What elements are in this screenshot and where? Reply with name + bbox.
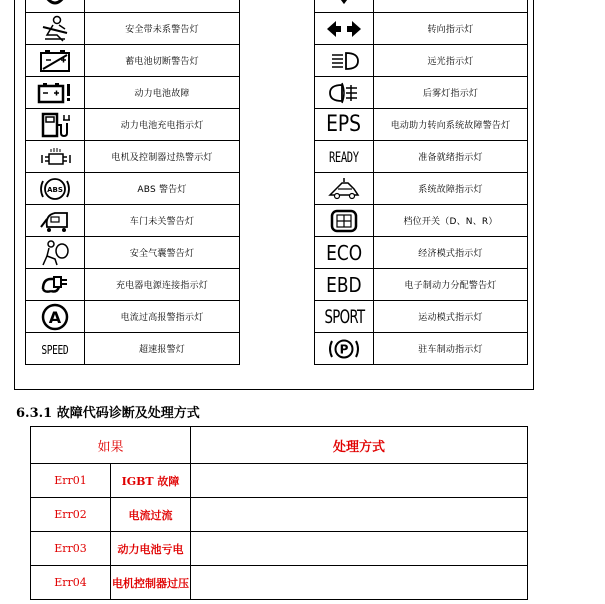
seatbelt-icon [26, 13, 85, 45]
section-title: 6.3.1 故障代码诊断及处理方式 [16, 406, 200, 421]
fault-action [191, 566, 528, 600]
table-row [31, 566, 528, 600]
charging-icon [26, 109, 85, 141]
indicator-row [26, 205, 240, 237]
indicator-row [26, 173, 240, 205]
indicator-table-right [314, 0, 528, 365]
fault-description: 动力电池亏电 [111, 532, 191, 566]
indicator-row [26, 301, 240, 333]
rear-fog-icon [315, 77, 374, 109]
indicator-row [315, 13, 528, 45]
table-row [31, 498, 528, 532]
sport-icon: SPORT [315, 301, 374, 333]
gear-position-icon [315, 205, 374, 237]
brake-icon [315, 0, 374, 13]
indicator-label: 电流过高报警指示灯 [85, 301, 240, 333]
fault-action [191, 532, 528, 566]
indicator-row [26, 141, 240, 173]
door-open-icon [26, 205, 85, 237]
indicator-table-left [25, 0, 240, 365]
svg-text:ABS: ABS [47, 185, 63, 194]
indicator-label: 运动模式指示灯 [374, 301, 528, 333]
indicator-label: 动力电池故障 [85, 77, 240, 109]
indicator-row [26, 333, 240, 365]
fault-table-header-row [31, 427, 528, 464]
eps-icon: EPS [315, 109, 374, 141]
indicator-row [26, 269, 240, 301]
indicator-label: 安全气囊警告灯 [85, 237, 240, 269]
indicator-label: 远光指示灯 [374, 45, 528, 77]
indicator-label: ABS 警告灯 [85, 173, 240, 205]
indicator-row [315, 77, 528, 109]
indicator-label: 超速报警灯 [85, 333, 240, 365]
indicator-row [315, 0, 528, 13]
fault-action [191, 464, 528, 498]
overcurrent-icon [26, 301, 85, 333]
fault-code: Err02 [31, 498, 111, 532]
fault-action [191, 498, 528, 532]
indicator-row [26, 45, 240, 77]
indicator-label: 后雾灯指示灯 [374, 77, 528, 109]
fault-description: 电机控制器过压 [111, 566, 191, 600]
speed-icon: SPEED [26, 333, 85, 365]
svg-text:P: P [339, 342, 349, 356]
indicator-label [85, 0, 240, 13]
indicator-label [374, 0, 528, 13]
indicator-label: 充电器电源连接指示灯 [85, 269, 240, 301]
ebd-icon: EBD [315, 269, 374, 301]
turn-signal-icon [315, 13, 374, 45]
charger-plug-icon [26, 269, 85, 301]
indicator-row [26, 237, 240, 269]
tpms-icon [26, 0, 85, 13]
indicator-row [26, 0, 240, 13]
indicator-label: 电动助力转向系统故障警告灯 [374, 109, 528, 141]
indicator-row [315, 237, 528, 269]
fault-code-table [30, 426, 528, 600]
parking-brake-icon [315, 333, 374, 365]
indicator-label: 驻车制动指示灯 [374, 333, 528, 365]
indicator-row [26, 77, 240, 109]
indicator-row [315, 45, 528, 77]
indicator-row [315, 205, 528, 237]
indicator-label: 安全带未系警告灯 [85, 13, 240, 45]
svg-text:A: A [48, 307, 62, 327]
ready-icon: READY [315, 141, 374, 173]
motor-overheat-icon [26, 141, 85, 173]
abs-icon [26, 173, 85, 205]
indicator-label: 电机及控制器过热警示灯 [85, 141, 240, 173]
header-action: 处理方式 [191, 427, 528, 464]
battery-fault-icon [26, 77, 85, 109]
fault-description: 电流过流 [111, 498, 191, 532]
indicator-label: 转向指示灯 [374, 13, 528, 45]
indicator-row [315, 269, 528, 301]
fault-code: Err01 [31, 464, 111, 498]
indicator-row [315, 109, 528, 141]
indicator-row [26, 13, 240, 45]
table-row [31, 532, 528, 566]
indicator-row [315, 141, 528, 173]
indicator-label: 经济模式指示灯 [374, 237, 528, 269]
airbag-icon [26, 237, 85, 269]
indicator-label: 档位开关（D、N、R） [374, 205, 528, 237]
indicator-row [315, 301, 528, 333]
indicator-row [26, 109, 240, 141]
indicator-label: 准备就绪指示灯 [374, 141, 528, 173]
table-row [31, 464, 528, 498]
indicator-label: 系统故障指示灯 [374, 173, 528, 205]
system-fault-icon [315, 173, 374, 205]
fault-code: Err04 [31, 566, 111, 600]
high-beam-icon [315, 45, 374, 77]
header-condition: 如果 [31, 427, 191, 464]
eco-icon: ECO [315, 237, 374, 269]
fault-code: Err03 [31, 532, 111, 566]
indicator-label: 车门未关警告灯 [85, 205, 240, 237]
indicator-label: 蓄电池切断警告灯 [85, 45, 240, 77]
indicator-label: 电子制动力分配警告灯 [374, 269, 528, 301]
fault-description: IGBT 故障 [111, 464, 191, 498]
indicator-row [315, 173, 528, 205]
battery-disconnect-icon [26, 45, 85, 77]
indicator-label: 动力电池充电指示灯 [85, 109, 240, 141]
indicator-row [315, 333, 528, 365]
